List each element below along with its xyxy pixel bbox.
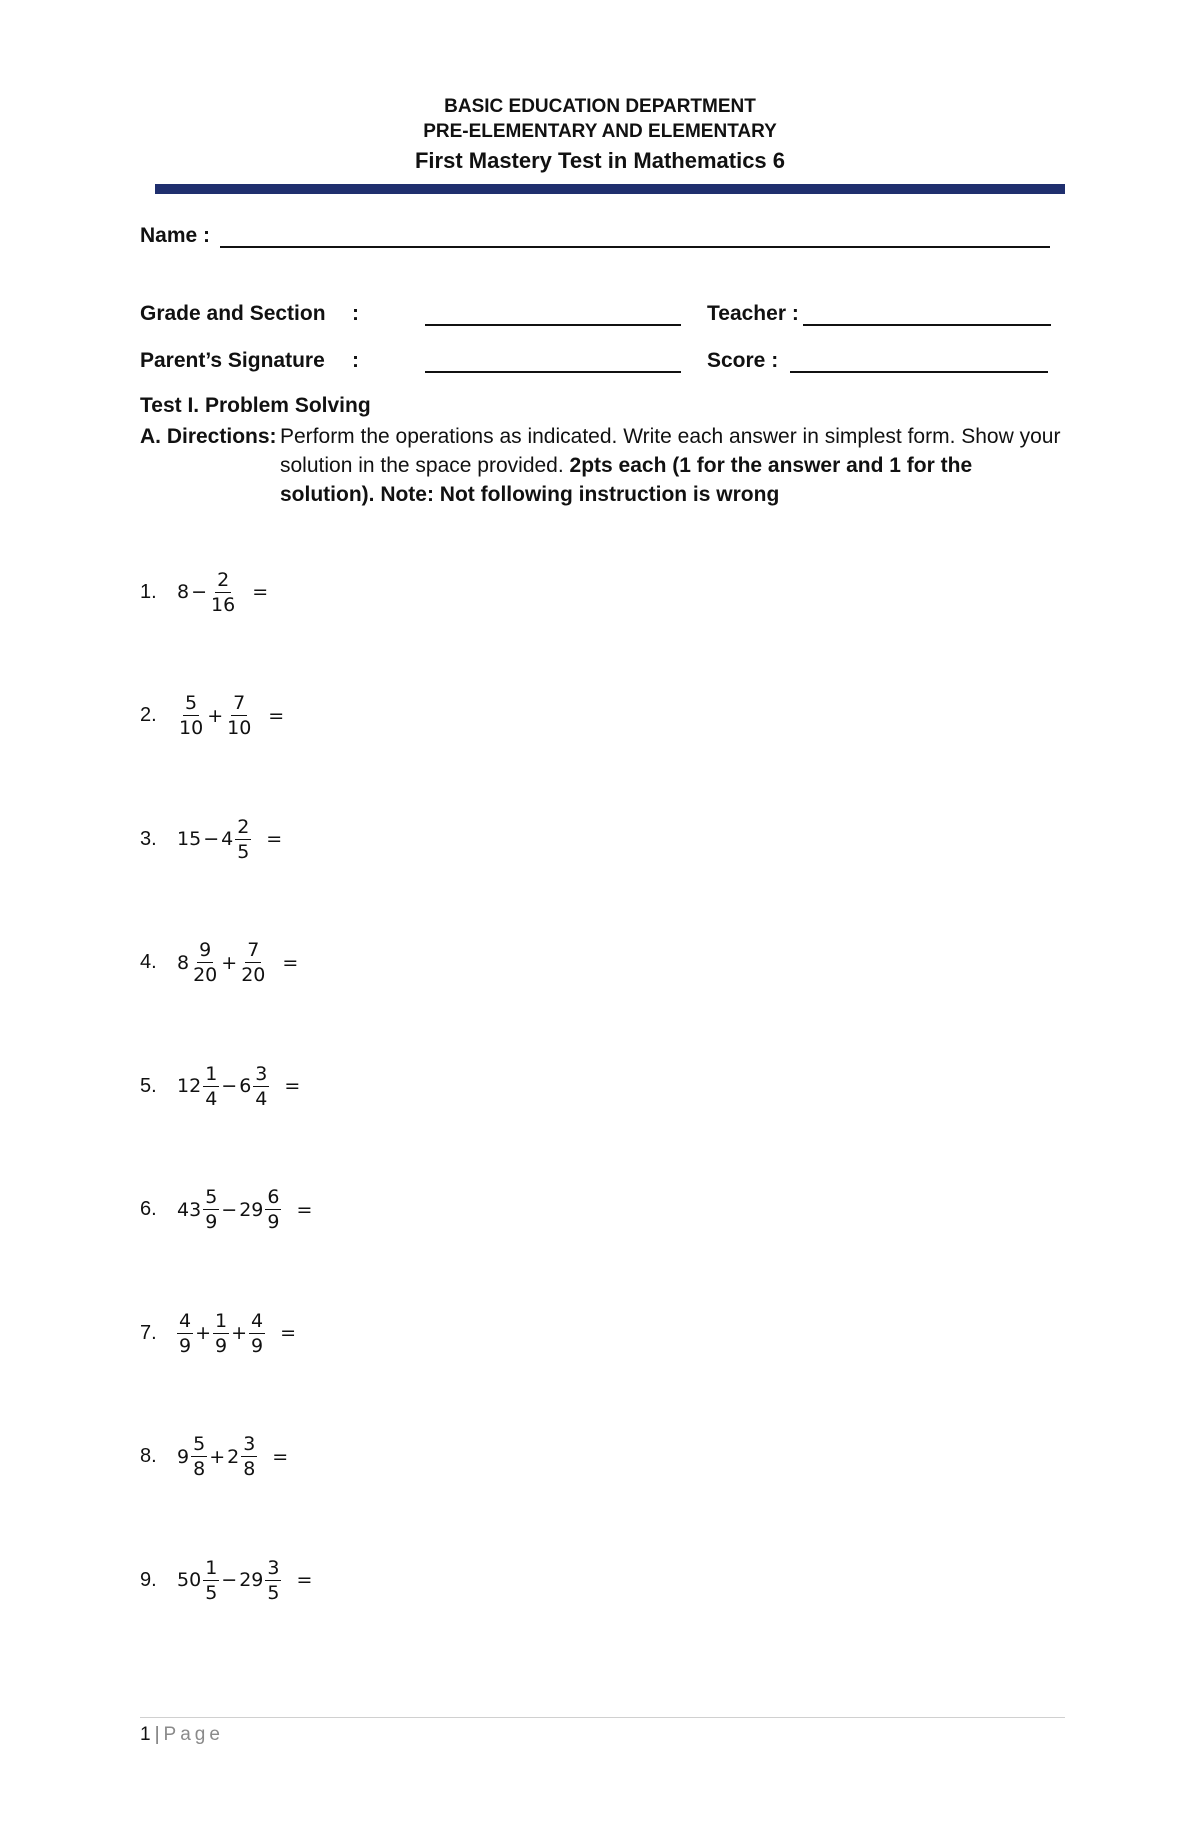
name-blank[interactable]	[220, 246, 1050, 248]
page-footer	[140, 1724, 224, 1746]
fraction	[239, 938, 267, 987]
equals-sign: =	[296, 1198, 313, 1221]
grade-section-blank[interactable]	[425, 324, 681, 326]
directions-instructions: Perform the operations as indicated. Write each answer in simplest form. Show your solution in the space provided.	[280, 425, 1061, 477]
fraction-denominator: 4	[205, 1087, 218, 1110]
fraction-numerator: 1	[215, 1309, 228, 1332]
fraction	[235, 815, 251, 864]
fraction	[225, 691, 253, 740]
directions-points-note: 2pts each (1 for the answer and 1 for the solution). Note: Not following instruction is wrong	[280, 454, 973, 506]
title-divider-bar	[155, 184, 1065, 194]
directions-label: A. Directions:	[140, 425, 277, 448]
equals-sign: =	[252, 581, 269, 603]
fraction-numerator: 7	[233, 692, 246, 714]
math-operator: −	[221, 1198, 238, 1221]
fraction	[177, 1309, 193, 1358]
fraction-numerator: 5	[205, 1186, 218, 1208]
directions-text	[280, 422, 1070, 509]
fraction-denominator: 8	[193, 1458, 206, 1480]
page-number: 1	[140, 1724, 151, 1745]
fraction-denominator: 9	[205, 1211, 218, 1233]
question-item	[140, 1051, 300, 1121]
fraction-denominator: 9	[215, 1334, 228, 1357]
fraction-denominator: 20	[241, 964, 266, 986]
footer-separator: |	[154, 1724, 160, 1745]
parent-signature-colon: :	[352, 349, 359, 372]
fraction	[203, 1062, 219, 1111]
fraction-numerator: 1	[205, 1062, 218, 1085]
whole-number: 8	[177, 581, 190, 603]
fraction-denominator: 9	[179, 1334, 192, 1357]
math-operator: +	[221, 951, 238, 974]
fraction-denominator: 9	[267, 1211, 280, 1233]
whole-number: 15	[177, 828, 202, 850]
whole-number: 2	[227, 1445, 240, 1468]
fraction-denominator: 5	[237, 840, 250, 863]
fraction-numerator: 7	[247, 939, 260, 961]
equals-sign: =	[280, 1322, 297, 1344]
whole-number: 50	[177, 1569, 202, 1591]
teacher-label: Teacher :	[707, 302, 799, 325]
fraction	[191, 938, 219, 987]
fraction	[265, 1185, 281, 1234]
question-number: 7.	[140, 1321, 157, 1344]
whole-number: 6	[239, 1075, 252, 1097]
whole-number: 29	[239, 1198, 264, 1221]
math-expression	[176, 1309, 296, 1358]
fraction-numerator: 3	[243, 1433, 256, 1455]
math-expression	[176, 815, 282, 864]
fraction-denominator: 10	[227, 717, 252, 739]
fraction	[265, 1556, 281, 1605]
math-operator: +	[231, 1322, 248, 1344]
fraction-numerator: 3	[267, 1556, 280, 1579]
fraction-numerator: 2	[217, 568, 230, 591]
math-operator: −	[203, 828, 220, 850]
fraction-denominator: 8	[243, 1458, 256, 1480]
fraction-denominator: 20	[193, 964, 218, 986]
question-number: 8.	[140, 1445, 157, 1467]
fraction	[209, 568, 237, 617]
fraction-numerator: 4	[179, 1309, 192, 1332]
math-operator: −	[221, 1569, 238, 1591]
grade-section-label: Grade and Section	[140, 302, 326, 325]
department-heading: BASIC EDUCATION DEPARTMENT	[444, 96, 756, 117]
grade-section-colon: :	[352, 302, 359, 325]
teacher-blank[interactable]	[803, 324, 1051, 326]
math-expression	[176, 1556, 312, 1605]
fraction-numerator: 3	[255, 1062, 268, 1085]
equals-sign: =	[296, 1569, 313, 1591]
math-operator: +	[207, 704, 224, 727]
math-operator: +	[209, 1445, 226, 1468]
fraction-denominator: 9	[251, 1334, 264, 1357]
fraction	[249, 1309, 265, 1358]
question-item	[140, 1545, 312, 1615]
equals-sign: =	[266, 828, 283, 850]
fraction	[241, 1432, 257, 1481]
math-operator: −	[221, 1075, 238, 1097]
test-section-title: Test I. Problem Solving	[140, 394, 371, 417]
score-label: Score :	[707, 349, 779, 372]
level-heading: PRE-ELEMENTARY AND ELEMENTARY	[423, 121, 777, 142]
question-number: 9.	[140, 1568, 157, 1591]
question-number: 2.	[140, 704, 157, 726]
math-expression	[176, 1432, 288, 1481]
question-item	[140, 681, 284, 751]
math-operator: +	[195, 1322, 212, 1344]
fraction	[253, 1062, 269, 1111]
question-number: 3.	[140, 827, 157, 850]
fraction	[213, 1309, 229, 1358]
question-number: 1.	[140, 580, 157, 603]
whole-number: 43	[177, 1198, 202, 1221]
fraction-numerator: 5	[193, 1433, 206, 1455]
question-item	[140, 1298, 296, 1368]
fraction-numerator: 9	[199, 939, 212, 961]
equals-sign: =	[282, 951, 299, 974]
equals-sign: =	[268, 704, 285, 727]
fraction-denominator: 10	[179, 717, 204, 739]
footer-divider	[140, 1717, 1065, 1718]
fraction-denominator: 16	[211, 593, 236, 616]
parent-signature-label: Parent’s Signature	[140, 349, 325, 372]
page-word: Page	[163, 1724, 224, 1745]
math-expression	[176, 1062, 300, 1111]
fraction-denominator: 4	[255, 1087, 268, 1110]
math-expression	[176, 1185, 312, 1234]
fraction-numerator: 5	[185, 692, 198, 714]
fraction	[177, 691, 205, 740]
whole-number: 8	[177, 951, 190, 974]
whole-number: 12	[177, 1075, 202, 1097]
fraction-numerator: 6	[267, 1186, 280, 1208]
fraction-numerator: 4	[251, 1309, 264, 1332]
whole-number: 29	[239, 1569, 264, 1591]
fraction-numerator: 2	[237, 815, 250, 838]
fraction	[191, 1432, 207, 1481]
fraction	[203, 1556, 219, 1605]
question-number: 5.	[140, 1074, 157, 1097]
math-expression	[176, 691, 284, 740]
math-operator: −	[191, 581, 208, 603]
parent-signature-blank[interactable]	[425, 371, 681, 373]
name-label: Name :	[140, 224, 211, 247]
fraction-numerator: 1	[205, 1556, 218, 1579]
question-number: 6.	[140, 1198, 157, 1220]
score-blank[interactable]	[790, 371, 1048, 373]
question-item	[140, 1422, 288, 1492]
fraction-denominator: 5	[267, 1581, 280, 1604]
question-item	[140, 557, 268, 627]
question-item	[140, 804, 282, 874]
test-title: First Mastery Test in Mathematics 6	[414, 148, 786, 173]
equals-sign: =	[272, 1445, 289, 1468]
fraction	[203, 1185, 219, 1234]
question-item	[140, 928, 298, 998]
question-item	[140, 1175, 312, 1245]
whole-number: 4	[221, 828, 234, 850]
fraction-denominator: 5	[205, 1581, 218, 1604]
whole-number: 9	[177, 1445, 190, 1468]
equals-sign: =	[284, 1075, 301, 1097]
math-expression	[176, 568, 268, 617]
question-number: 4.	[140, 951, 157, 973]
math-expression	[176, 938, 298, 987]
